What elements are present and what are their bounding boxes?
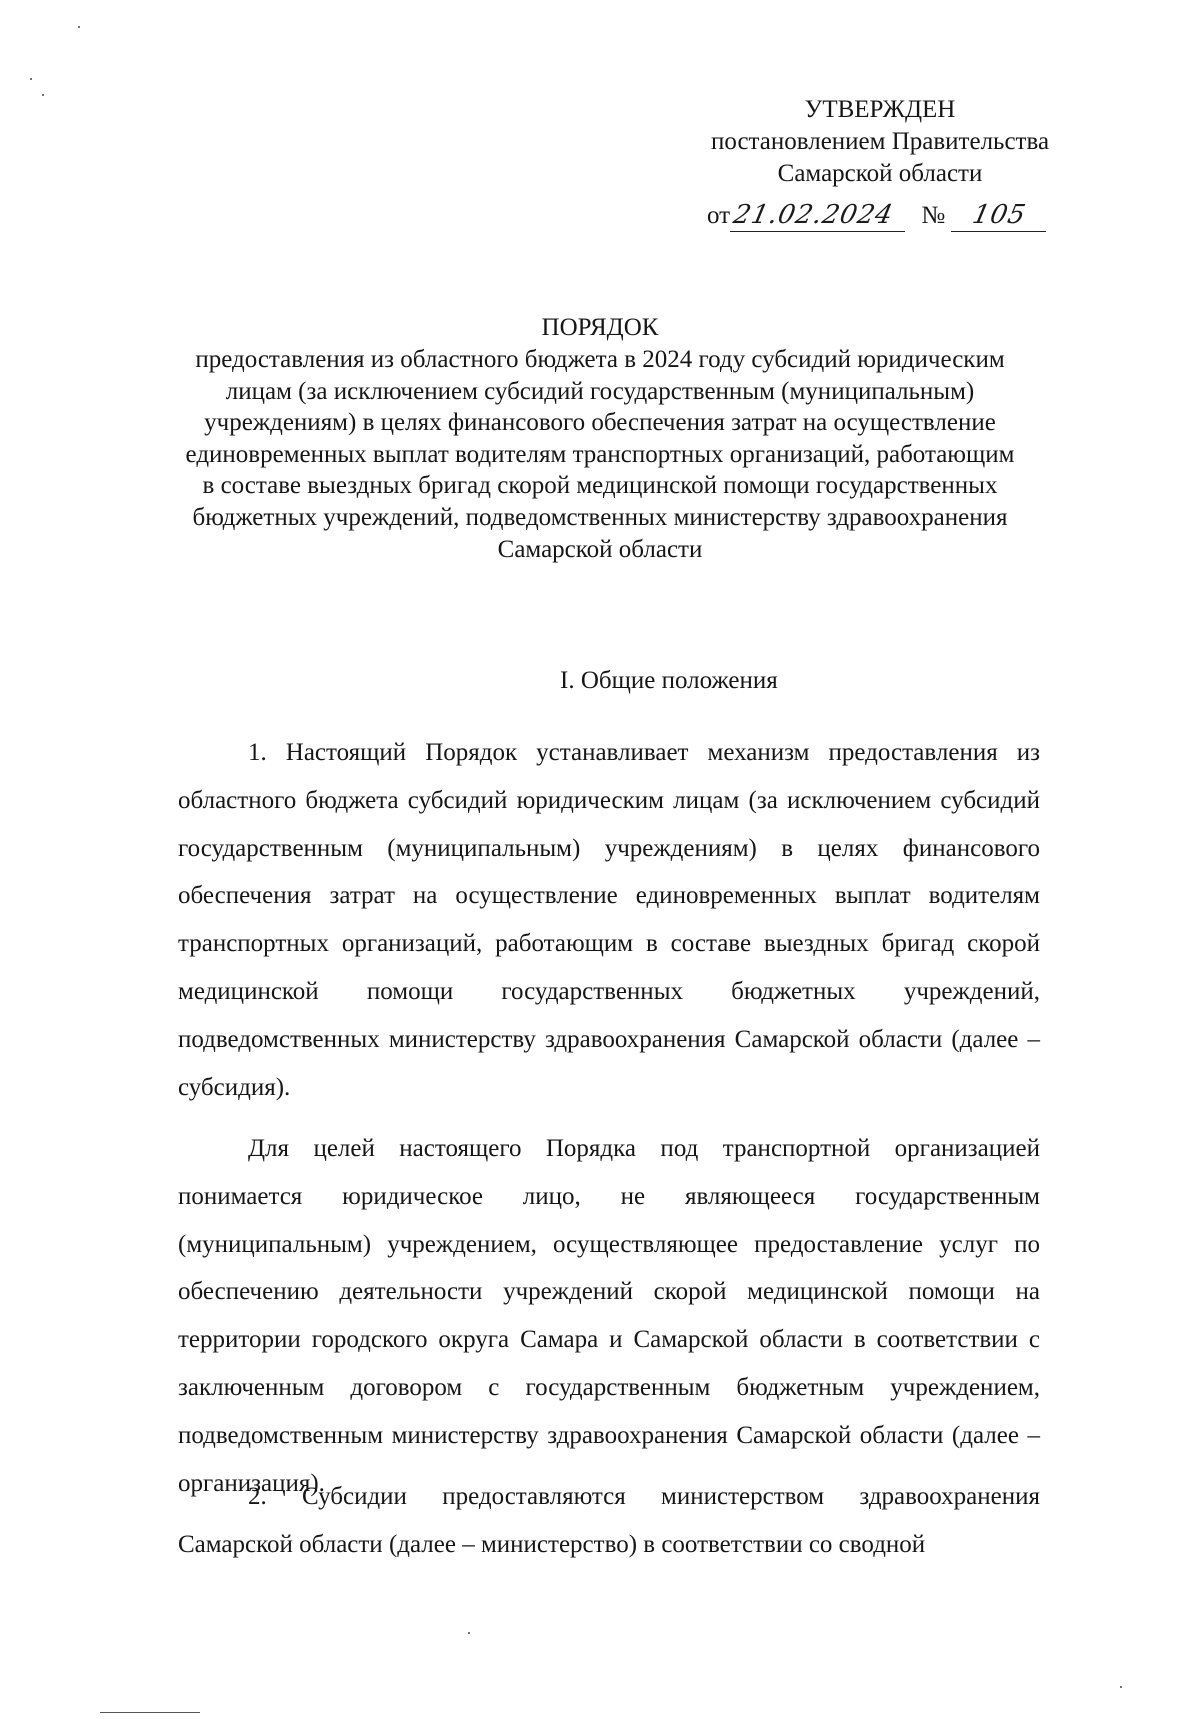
number-prefix: № xyxy=(921,202,946,229)
number-field xyxy=(951,200,1046,232)
document-title: ПОРЯДОК xyxy=(541,314,659,341)
scan-speck xyxy=(78,26,80,28)
approval-line-2: Самарской области xyxy=(777,160,983,187)
scan-speck xyxy=(468,1632,470,1634)
scan-speck xyxy=(1120,1686,1122,1688)
date-field xyxy=(730,200,905,232)
scan-speck xyxy=(42,94,44,96)
subtitle-line: единовременных выплат водителям транспортных организаций, работающим xyxy=(185,440,1015,468)
handwritten-number: 105 xyxy=(970,200,1030,230)
paragraph-2: Для целей настоящего Порядка под транспортной организацией понимается юридическое лицо, не являющееся государственным (муниципальным) учреждением, осуществляющее предоставление услуг по обеспечению деятельности учреждений скорой медицинской помощи на территории городского округа Самара и Самарской области в соответствии с заключенным договором с государственным бюджетным учреждением, подведомственным министерству здравоохранения Самарской области (далее – организация). xyxy=(178,1135,1040,1497)
approval-block xyxy=(680,94,1080,190)
subtitle-line: лицам (за исключением субсидий государственным (муниципальным) xyxy=(225,377,975,405)
paragraph-1: 1. Настоящий Порядок устанавливает механизм предоставления из областного бюджета субсидий юридическим лицам (за исключением субсидий государственным (муниципальным) учреждениям) в целях финансового обеспечения затрат на осуществление единовременных выплат водителям транспортных организаций, работающим в составе выездных бригад скорой медицинской помощи государственных бюджетных учреждений, подведомственных министерству здравоохранения Самарской области (далее – субсидия). xyxy=(178,739,1040,1101)
subtitle-line: учреждениям) в целях финансового обеспечения затрат на осуществление xyxy=(204,409,996,437)
subtitle-line: Самарской области xyxy=(497,535,703,563)
paragraph-3: 2. Субсидии предоставляются министерством здравоохранения Самарской области (далее – министерство) в соответствии со сводной xyxy=(178,1483,1040,1558)
subtitle-line: в составе выездных бригад скорой медицинской помощи государственных xyxy=(202,472,998,500)
section-heading: I. Общие положения xyxy=(560,667,778,694)
approval-date-row xyxy=(707,200,1067,234)
approval-title: УТВЕРЖДЕН xyxy=(804,96,956,123)
subtitle-line: бюджетных учреждений, подведомственных министерству здравоохранения xyxy=(192,503,1008,531)
scan-edge-line xyxy=(100,1712,200,1713)
handwritten-date: 21.02.2024 xyxy=(730,200,897,230)
approval-line-1: постановлением Правительства xyxy=(710,128,1050,155)
document-subtitle xyxy=(160,344,1040,565)
date-prefix: от xyxy=(707,202,731,229)
subtitle-line: предоставления из областного бюджета в 2024 году субсидий юридическим xyxy=(195,346,1005,373)
scan-speck xyxy=(30,78,32,80)
